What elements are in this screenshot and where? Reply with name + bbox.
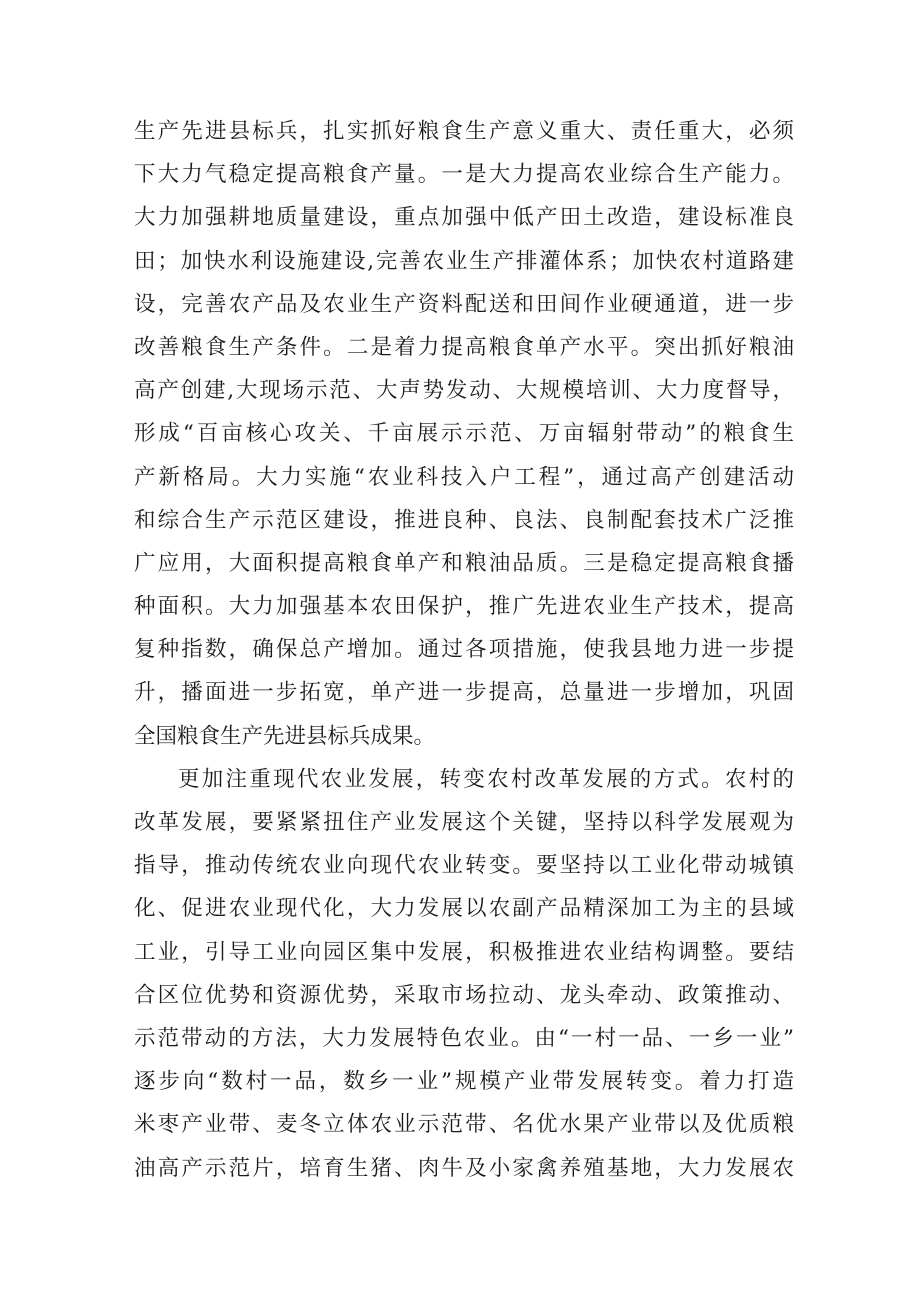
text-line: 田；加快水利设施建设,完善农业生产排灌体系；加快农村道路建 — [134, 248, 794, 274]
text-line: 高产创建,大现场示范、大声势发动、大规模培训、大力度督导， — [134, 378, 794, 404]
text-line: 改革发展，要紧紧扭住产业发展这个关键，坚持以科学发展观为 — [134, 810, 794, 835]
text-line: 和综合生产示范区建设，推进良种、良法、良制配套技术广泛推 — [134, 507, 794, 533]
text-line: 种面积。大力加强基本农田保护，推广先进农业生产技术，提高 — [134, 594, 794, 620]
text-line: 工业，引导工业向园区集中发展，积极推进农业结构调整。要结 — [134, 939, 794, 965]
text-line: 产新格局。大力实施“农业科技入户工程”，通过高产创建活动 — [134, 464, 794, 490]
text-line: 示范带动的方法，大力发展特色农业。由“一村一品、一乡一业” — [134, 1025, 794, 1051]
text-line: 米枣产业带、麦冬立体农业示范带、名优水果产业带以及优质粮 — [134, 1112, 794, 1138]
text-line: 逐步向“数村一品，数乡一业”规模产业带发展转变。着力打造 — [134, 1069, 794, 1095]
paragraph-modern-agriculture — [134, 758, 794, 1190]
text-line: 全国粮食生产先进县标兵成果。 — [134, 723, 436, 749]
paragraph-grain-production — [134, 110, 794, 758]
text-line: 化、促进农业现代化，大力发展以农副产品精深加工为主的县域 — [134, 896, 794, 922]
text-line: 设，完善农产品及农业生产资料配送和田间作业硬通道，进一步 — [134, 291, 794, 317]
text-line: 复种指数，确保总产增加。通过各项措施，使我县地力进一步提 — [134, 637, 794, 663]
text-line: 合区位优势和资源优势，采取市场拉动、龙头牵动、政策推动、 — [134, 982, 794, 1008]
text-line: 升，播面进一步拓宽，单产进一步提高，总量进一步增加，巩固 — [134, 680, 794, 706]
text-line: 大力加强耕地质量建设，重点加强中低产田土改造，建设标准良 — [134, 205, 794, 231]
text-line: 形成“百亩核心攻关、千亩展示示范、万亩辐射带动”的粮食生 — [134, 421, 794, 447]
text-line: 指导，推动传统农业向现代农业转变。要坚持以工业化带动城镇 — [134, 853, 794, 879]
text-line: 下大力气稳定提高粮食产量。一是大力提高农业综合生产能力。 — [134, 162, 794, 188]
text-line: 更加注重现代农业发展，转变农村改革发展的方式。农村的 — [178, 766, 794, 792]
text-line: 生产先进县标兵，扎实抓好粮食生产意义重大、责任重大，必须 — [134, 119, 794, 144]
text-line: 油高产示范片，培育生猪、肉牛及小家禽养殖基地，大力发展农 — [134, 1155, 794, 1181]
text-line: 广应用，大面积提高粮食单产和粮油品质。三是稳定提高粮食播 — [134, 550, 794, 576]
document-page — [134, 110, 794, 1190]
text-line: 改善粮食生产条件。二是着力提高粮食单产水平。突出抓好粮油 — [134, 334, 794, 360]
